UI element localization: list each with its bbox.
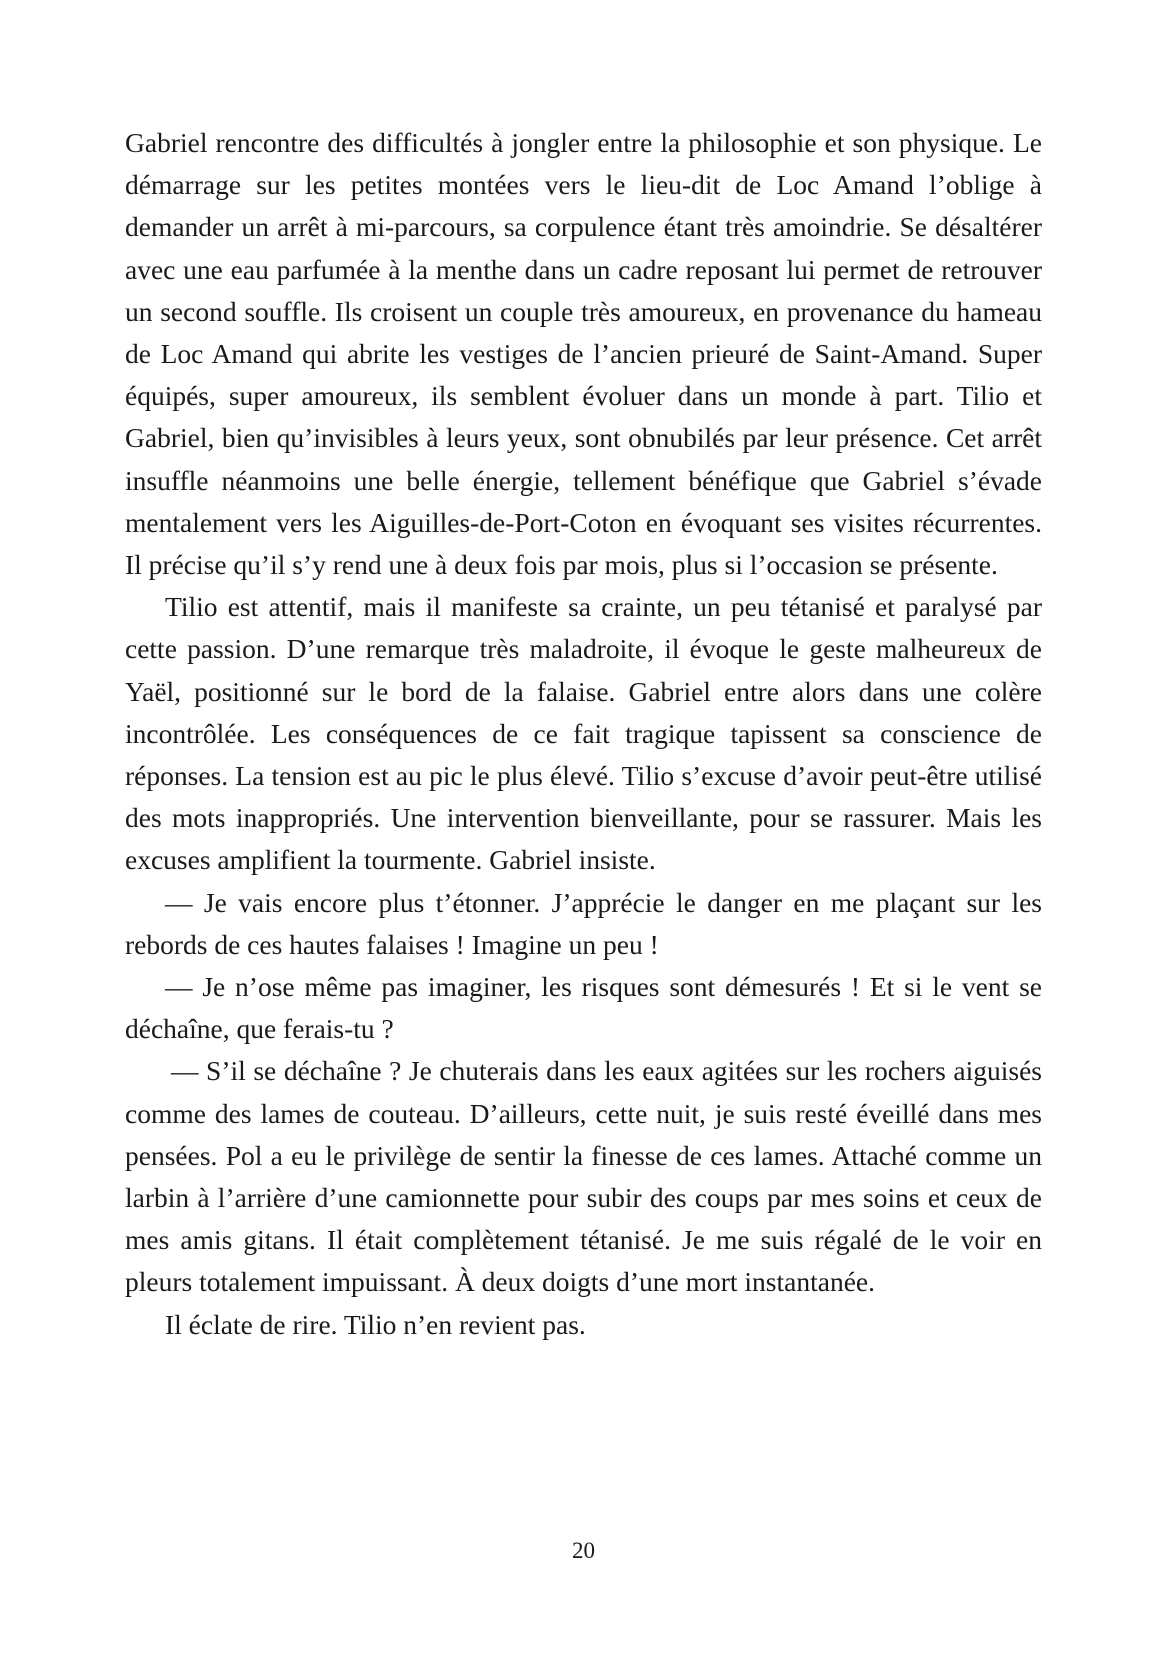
paragraph-closing: Il éclate de rire. Tilio n’en revient pas. — [165, 1308, 586, 1340]
page-number: 20 — [572, 1538, 595, 1563]
paragraph-tilio-attentive: Tilio est attentif, mais il manifeste sa crainte, un peu tétanisé et paralysé par cette passion. D’une remarque très maladroite, il évoque le geste malheureux de Yaël, positionné sur le bord de la falaise. Gabriel entre alors dans une colère incontrôlée. Les conséquences de ce fait tragique tapissent sa conscience de réponses. La tension est au pic le plus élevé. Tilio s’excuse d’avoir peut-être utilisé des mots inappropriés. Une intervention bienveillante, pour se rassurer. Mais les excuses amplifient la tourmente. Gabriel insiste. — [125, 591, 1042, 876]
page-body-text — [125, 122, 1042, 1346]
dialogue-line-gabriel-confession: — S’il se déchaîne ? Je chuterais dans les eaux agitées sur les rochers aiguisés comme des lames de couteau. D’ailleurs, cette nuit, je suis resté éveillé dans mes pensées. Pol a eu le privilège de sentir la finesse de ces lames. Attaché comme un larbin à l’arrière d’une camionnette pour subir des coups par mes soins et ceux de mes amis gitans. Il était complètement tétanisé. Je me suis régalé de le voir en pleurs totalement impuissant. À deux doigts d’une mort instantanée. — [125, 1055, 1042, 1298]
dialogue-line-gabriel-danger: — Je vais encore plus t’étonner. J’apprécie le danger en me plaçant sur les rebords de ces hautes falaises ! Imagine un peu ! — [125, 886, 1042, 960]
dialogue-line-tilio-risks: — Je n’ose même pas imaginer, les risques sont démesurés ! Et si le vent se déchaîne, que ferais-tu ? — [125, 971, 1042, 1045]
paragraph-opening: Gabriel rencontre des difficultés à jongler entre la philosophie et son physique. Le démarrage sur les petites montées vers le lieu-dit de Loc Amand l’oblige à demander un arrêt à mi-parcours, sa corpulence étant très amoindrie. Se désaltérer avec une eau parfumée à la menthe dans un cadre reposant lui permet de retrouver un second souffle. Ils croisent un couple très amoureux, en provenance du hameau de Loc Amand qui abrite les vestiges de l’ancien prieuré de Saint-Amand. Super équipés, super amoureux, ils semblent évoluer dans un monde à part. Tilio et Gabriel, bien qu’invisibles à leurs yeux, sont obnubilés par leur présence. Cet arrêt insuffle néanmoins une belle énergie, tellement bénéfique que Gabriel s’évade mentalement vers les Aiguilles-de-Port-Coton en évoquant ses visites récurrentes. Il précise qu’il s’y rend une à deux fois par mois, plus si l’occasion se présente. — [125, 127, 1042, 581]
